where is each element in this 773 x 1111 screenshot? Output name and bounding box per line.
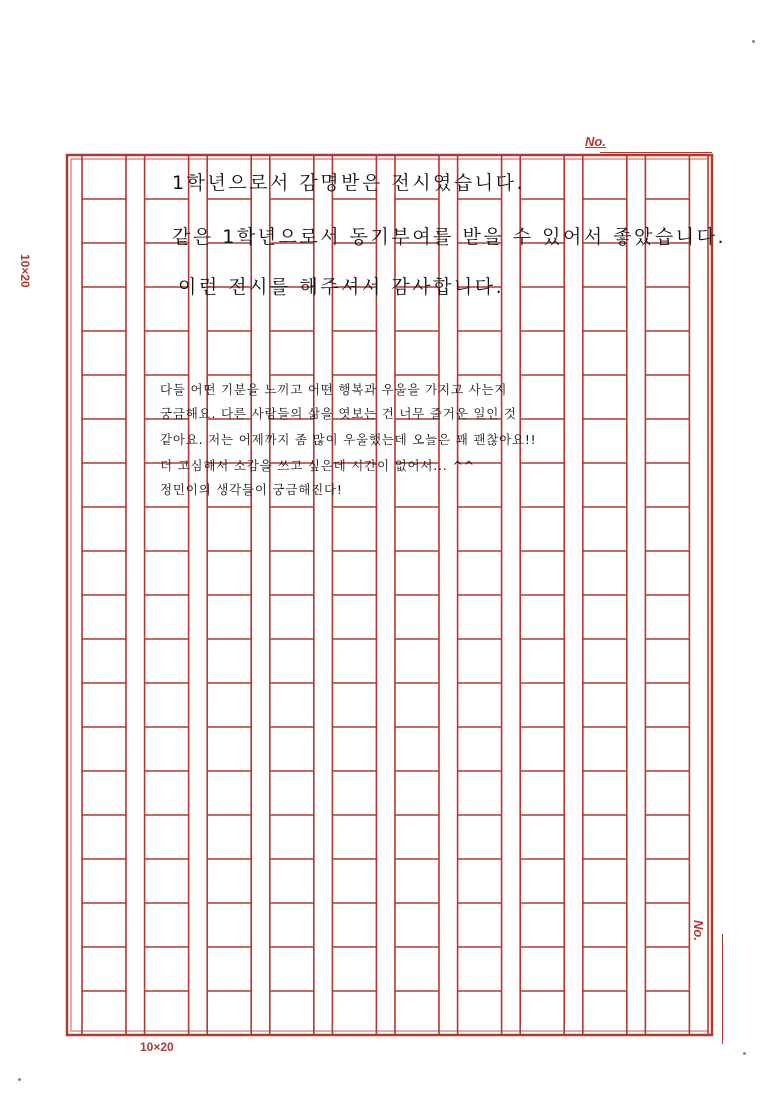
page-number-mark-top: No.	[585, 134, 606, 149]
page-number-line-right	[722, 934, 723, 1044]
grid-size-label-bottom: 10×20	[140, 1040, 174, 1054]
paragraph-line-4: 더 고심해서 소감을 쓰고 싶은데 시간이 없어서... ^^	[160, 458, 475, 473]
grid-size-label-side: 10×20	[18, 254, 32, 288]
letter-line-1: 1학년으로서 감명받은 전시였습니다.	[172, 172, 526, 194]
scan-speck	[18, 1078, 21, 1081]
letter-line-3: 이런 전시를 해주셔서 감사합니다.	[178, 276, 505, 298]
scan-speck	[752, 40, 755, 43]
paragraph-line-1: 다들 어떤 기분을 느끼고 어떤 행복과 우울을 가지고 사는지	[160, 382, 508, 397]
scan-speck	[743, 1052, 746, 1055]
letter-line-2: 같은 1학년으로서 동기부여를 받을 수 있어서 좋았습니다.	[172, 226, 727, 248]
page-number-line-top	[600, 152, 712, 153]
paragraph-line-5: 정민이의 생각들이 궁금해진다!	[160, 482, 343, 497]
paragraph-line-3: 같아요. 저는 어제까지 좀 많이 우울했는데 오늘은 꽤 괜찮아요!!	[160, 432, 537, 447]
paragraph-line-2: 궁금해요. 다른 사람들의 삶을 엿보는 건 너무 즐거운 일인 것	[160, 406, 517, 421]
page-number-mark-right: No.	[691, 920, 706, 941]
